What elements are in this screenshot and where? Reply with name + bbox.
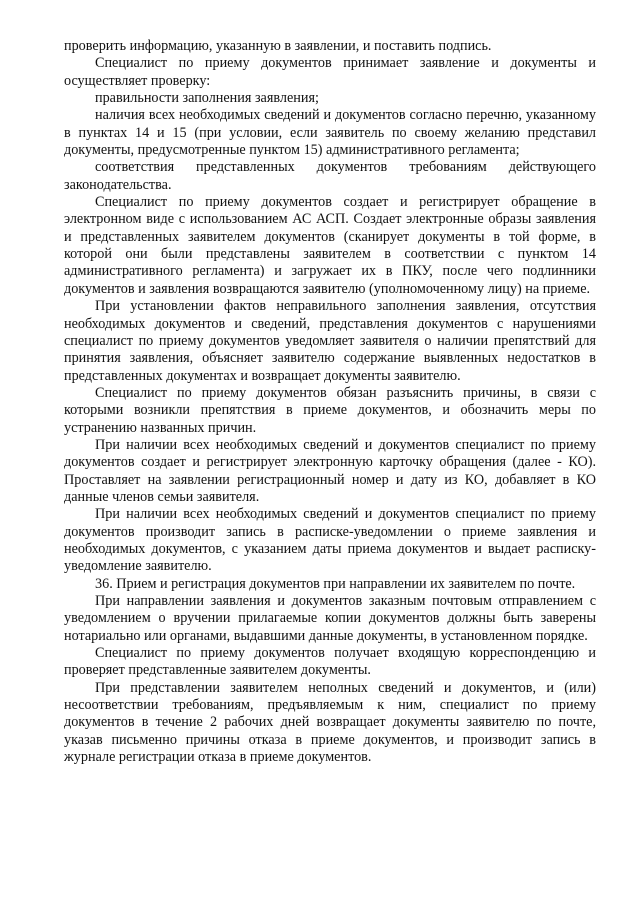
list-item-legislation-compliance: соответствия представленных документов требованиям действующего законодательства. [64,159,596,193]
paragraph-continuation: проверить информацию, указанную в заявлении, и поставить подпись. [64,38,492,54]
paragraph-incomplete-documents: При представлении заявителем неполных сведений и документов, и (или) несоответствии требованиям, предъявляемым к ним, специалист по приему документов в течение 2 рабочих дней возвращает документы заявителю по почте, указав письменно причины отказа в приеме документов, и производит запись в журнале регистрации отказа в приеме документов. [64,679,596,766]
paragraph-receipt-notification: При наличии всех необходимых сведений и документов специалист по приему документов производит запись в расписке-уведомлении о приеме заявления и необходимых документов, с указанием даты приема документов и выдает расписку-уведомление заявителю. [64,506,596,575]
paragraph-explain-reasons: Специалист по приему документов обязан разъяснить причины, в связи с которыми возникли препятствия в приеме документов, и обозначить меры по устранению названных причин. [64,384,596,436]
list-item-correct-filling: правильности заполнения заявления; [95,90,319,107]
paragraph-incoming-correspondence: Специалист по приему документов получает входящую корреспонденцию и проверяет представленные заявителем документы. [64,645,596,679]
paragraph-electronic-card: При наличии всех необходимых сведений и документов специалист по приему документов создает и регистрирует электронную карточку обращения (далее - КО). Проставляет на заявлении регистрационный номер и дату из КО, добавляет в КО данные членов семьи заявителя. [64,436,596,505]
paragraph-electronic-registration: Специалист по приему документов создает и регистрирует обращение в электронном виде с использованием АС АСП. Создает электронные образы заявления и представленных заявителем документов (сканирует документы в той форме, в которой они были представлены заявителем в соответствии с пунктом 14 административного регламента) и загружает их в ПКУ, после чего подлинники документов и заявления возвращаются заявителю (уполномоченному лицу) на приеме. [64,194,596,297]
paragraph-incorrect-filling: При установлении фактов неправильного заполнения заявления, отсутствия необходимых документов и сведений, представления документов с нарушениями специалист по приему документов уведомляет заявителя о наличии препятствий для принятия заявления, объясняет заявителю содержание выявленных недостатков в представленных документах и возвращает документы заявителю. [64,298,596,384]
document-page [64,38,596,766]
paragraph-postal-submission: При направлении заявления и документов заказным почтовым отправлением с уведомлением о вручении прилагаемые копии документов должны быть заверены нотариально или органами, выдавшими данные документы, в установленном порядке. [64,593,596,644]
paragraph-acceptance-check: Специалист по приему документов принимает заявление и документы и осуществляет проверку: [64,55,596,89]
section-heading-36: 36. Прием и регистрация документов при направлении их заявителем по почте. [95,575,576,592]
list-item-required-documents: наличия всех необходимых сведений и документов согласно перечню, указанному в пунктах 14 и 15 (при условии, если заявитель по своему желанию представил документы, предусмотренные пунктом 15) административного регламента; [64,107,596,159]
